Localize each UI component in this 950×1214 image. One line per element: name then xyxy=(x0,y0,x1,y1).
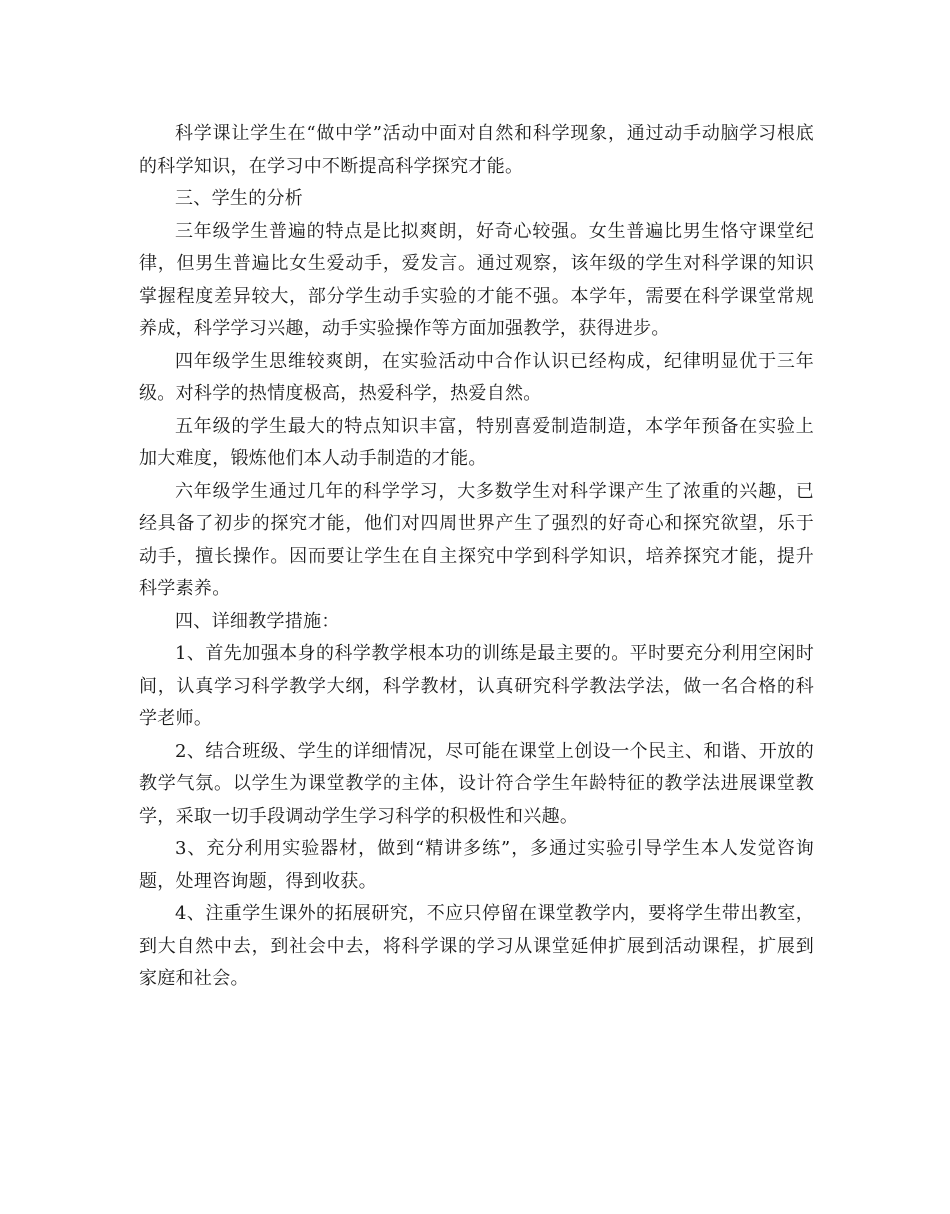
paragraph-grade-four: 四年级学生思维较爽朗，在实验活动中合作认识已经构成，纪律明显优于三年级。对科学的热情度极高，热爱科学，热爱自然。 xyxy=(139,350,814,404)
document-body xyxy=(139,118,814,996)
paragraph-measure-1: 1、首先加强本身的科学教学根本功的训练是最主要的。平时要充分利用空闲时间，认真学习科学教学大纲，科学教材，认真研究科学教法学法，做一名合格的科学老师。 xyxy=(139,643,814,729)
section-heading-teaching-measures: 四、详细教学措施： xyxy=(175,610,340,632)
paragraph-intro: 科学课让学生在“做中学”活动中面对自然和科学现象，通过动手动脑学习根底的科学知识，在学习中不断提高科学探究才能。 xyxy=(139,123,814,177)
paragraph-measure-4: 4、注重学生课外的拓展研究，不应只停留在课堂教学内，要将学生带出教室，到大自然中去，到社会中去，将科学课的学习从课堂延伸扩展到活动课程，扩展到家庭和社会。 xyxy=(139,903,814,989)
paragraph-measure-2: 2、结合班级、学生的详细情况，尽可能在课堂上创设一个民主、和谐、开放的教学气氛。以学生为课堂教学的主体，设计符合学生年龄特征的教学法进展课堂教学，采取一切手段调动学生学习科学的积极性和兴趣。 xyxy=(139,740,814,827)
paragraph-grade-six: 六年级学生通过几年的科学学习，大多数学生对科学课产生了浓重的兴趣，已经具备了初步的探究才能，他们对四周世界产生了强烈的好奇心和探究欲望，乐于动手，擅长操作。因而要让学生在自主探究中学到科学知识，培养探究才能，提升科学素养。 xyxy=(139,480,814,599)
section-heading-student-analysis: 三、学生的分析 xyxy=(175,188,304,209)
paragraph-grade-five: 五年级的学生最大的特点知识丰富，特别喜爱制造制造，本学年预备在实验上加大难度，锻炼他们本人动手制造的才能。 xyxy=(139,415,814,469)
paragraph-measure-3: 3、充分利用实验器材，做到“精讲多练”，多通过实验引导学生本人发觉咨询题，处理咨询题，得到收获。 xyxy=(139,838,814,892)
paragraph-grade-three: 三年级学生普遍的特点是比拟爽朗，好奇心较强。女生普遍比男生恪守课堂纪律，但男生普遍比女生爱动手，爱发言。通过观察，该年级的学生对科学课的知识掌握程度差异较大，部分学生动手实验的才能不强。本学年，需要在科学课堂常规养成，科学学习兴趣，动手实验操作等方面加强教学，获得进步。 xyxy=(139,220,814,339)
